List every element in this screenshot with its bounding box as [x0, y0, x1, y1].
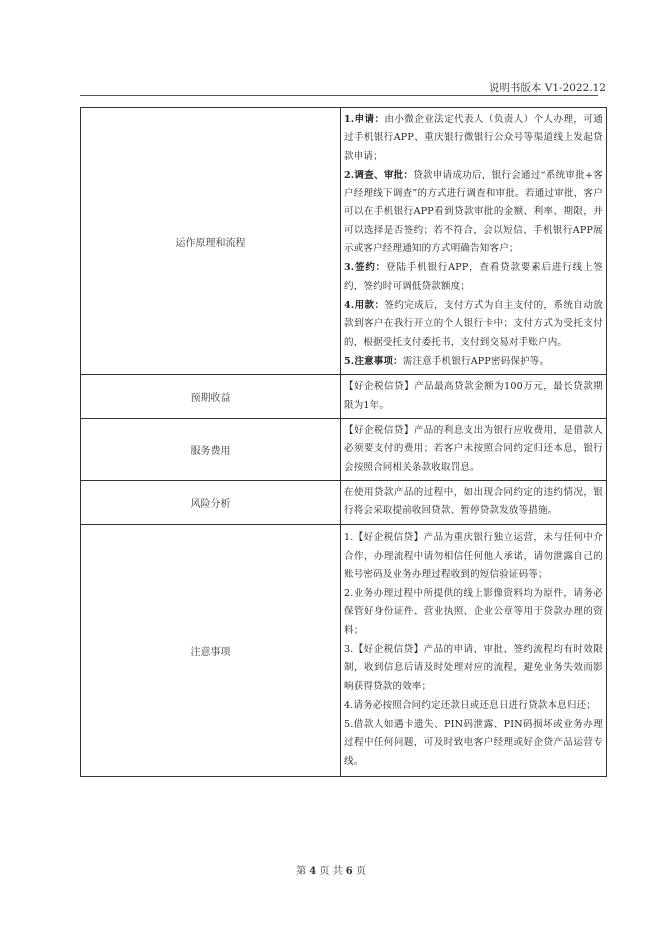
row-label: 注意事项: [81, 524, 341, 776]
page-number: 4: [309, 866, 317, 877]
footer-prefix: 第: [296, 866, 307, 877]
product-spec-table: [80, 107, 607, 777]
row-label: 预期收益: [81, 375, 341, 419]
notes-cell: [341, 524, 607, 776]
process-cell: [341, 108, 607, 375]
note-item: 3.【好企税信贷】产品的申请、审批、签约流程均有时效限制，收到信息后请及时处理对应的流程，避免业务失效而影响获得贷款的效率；: [344, 643, 603, 692]
note-item: 1.【好企税信贷】产品为重庆银行独立运营，未与任何中介合作，办理流程中请勿相信任何他人承诺，请勿泄露自己的账号密码及业务办理过程收到的短信验证码等；: [344, 532, 603, 580]
row-label: 风险分析: [81, 481, 341, 525]
table-row: [81, 108, 607, 375]
page-footer: [0, 862, 662, 877]
footer-suffix: 页: [355, 866, 366, 877]
note-item: 2.业务办理过程中所提供的线上影像资料均为原件，请务必保管好身份证件、营业执照、企业公章等用于贷款办理的资料；: [344, 588, 603, 636]
version-header: 说明书版本 V1-2022.12: [488, 82, 606, 94]
page-total: 6: [345, 866, 353, 877]
row-label: 运作原理和流程: [81, 108, 341, 375]
process-step-disburse: 4.用款：签约完成后，支付方式为自主支付的，系统自动放款到客户在我行开立的个人银行卡中；支付方式为受托支付的，根据受托支付委托书，支付到交易对手账户内。: [344, 299, 603, 348]
process-step-review: 2.调查、审批：贷款申请成功后，银行会通过“系统审批+客户经理线下调查”的方式进行调查和审批。若通过审批，客户可以在手机银行APP看到贷款审批的金额、利率、期限，并可以选择是否签约；若不符合，会以短信、手机银行APP展示或客户经理通知的方式明确告知客户；: [344, 169, 603, 255]
note-item: 4.请务必按照合同约定还款日或还息日进行贷款本息归还；: [344, 699, 596, 711]
row-label: 服务费用: [81, 419, 341, 481]
process-step-notes: 5.注意事项：需注意手机银行APP密码保护等。: [344, 355, 550, 367]
footer-middle: 页 共: [319, 866, 343, 877]
row-value: 【好企税信贷】产品最高贷款金额为100万元，最长贷款期限为1年。: [341, 375, 607, 419]
table-row: [81, 481, 607, 525]
process-step-apply: 1.申请：由小微企业法定代表人（负责人）个人办理，可通过手机银行APP、重庆银行微银行公众号等渠道线上发起贷款申请；: [344, 114, 603, 162]
table-row: [81, 375, 607, 419]
row-value: 【好企税信贷】产品的利息支出为银行应收费用，是借款人必须要支付的费用；若客户未按照合同约定归还本息，银行会按照合同相关条款收取罚息。: [341, 419, 607, 481]
row-value: 在使用贷款产品的过程中，如出现合同约定的违约情况，银行将会采取提前收回贷款、暂停贷款发放等措施。: [341, 481, 607, 525]
process-step-sign: 3.签约：登陆手机银行APP，查看贷款要素后进行线上签约，签约时可调低贷款额度；: [344, 262, 604, 292]
header-divider: [80, 95, 598, 96]
table-row: [81, 524, 607, 776]
note-item: 5.借款人如遇卡遗失、PIN码泄露、PIN码损坏或业务办理过程中任何问题，可及时致电客户经理或好企贷产品运营专线。: [344, 719, 603, 767]
table-row: [81, 419, 607, 481]
